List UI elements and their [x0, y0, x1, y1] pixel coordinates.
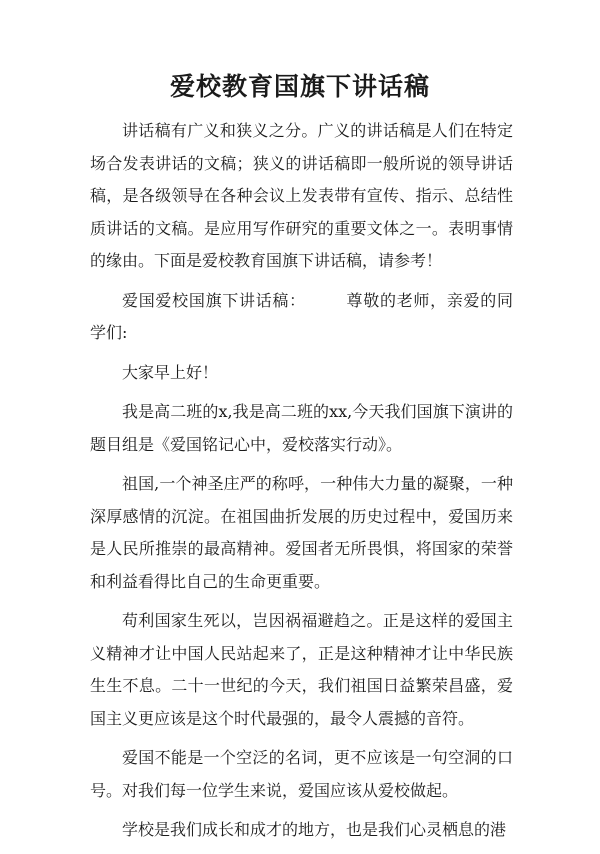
- speech-paragraph-1: 我是高二班的x,我是高二班的xx,今天我们国旗下演讲的题目组是《爱国铭记心中，爱校落实行动》。: [90, 402, 513, 454]
- intro-paragraph: 讲话稿有广义和狭义之分。广义的讲话稿是人们在特定场合发表讲话的文稿；狭义的讲话稿即一般所说的领导讲话稿，是各级领导在各种会议上发表带有宣传、指示、总结性质讲话的文稿。是应用写作研究的重要文体之一。表明事情的缘由。下面是爱校教育国旗下讲话稿，请参考！: [90, 121, 513, 270]
- speech-paragraph-4: 爱国不能是一个空泛的名词，更不应该是一句空洞的口号。对我们每一位学生来说，爱国应该从爱校做起。: [90, 748, 513, 800]
- speech-paragraph-3: 苟利国家生死以，岂因祸福避趋之。正是这样的爱国主义精神才让中国人民站起来了，正是这种精神才让中华民族生生不息。二十一世纪的今天，我们祖国日益繁荣昌盛，爱国主义更应该是这个时代最强的，最令人震撼的音符。: [90, 611, 513, 728]
- salutation-text: 尊敬的老师，亲爱的同学们:: [90, 290, 513, 342]
- document-body: [90, 115, 513, 854]
- document-title: 爱校教育国旗下讲话稿: [169, 72, 430, 101]
- salutation-label: 爱国爱校国旗下讲话稿：: [122, 290, 306, 310]
- speech-paragraph-2: 祖国,一个神圣庄严的称呼，一种伟大力量的凝聚，一种深厚感情的沉淀。在祖国曲折发展的历史过程中，爱国历来是人民所推崇的最高精神。爱国者无所畏惧，将国家的荣誉和利益看得比自己的生命更重要。: [90, 474, 513, 591]
- salutation-paragraph: [90, 285, 513, 350]
- greeting-paragraph: 大家早上好！: [122, 362, 219, 382]
- speech-paragraph-5: 学校是我们成长和成才的地方，也是我们心灵栖息的港: [122, 820, 507, 839]
